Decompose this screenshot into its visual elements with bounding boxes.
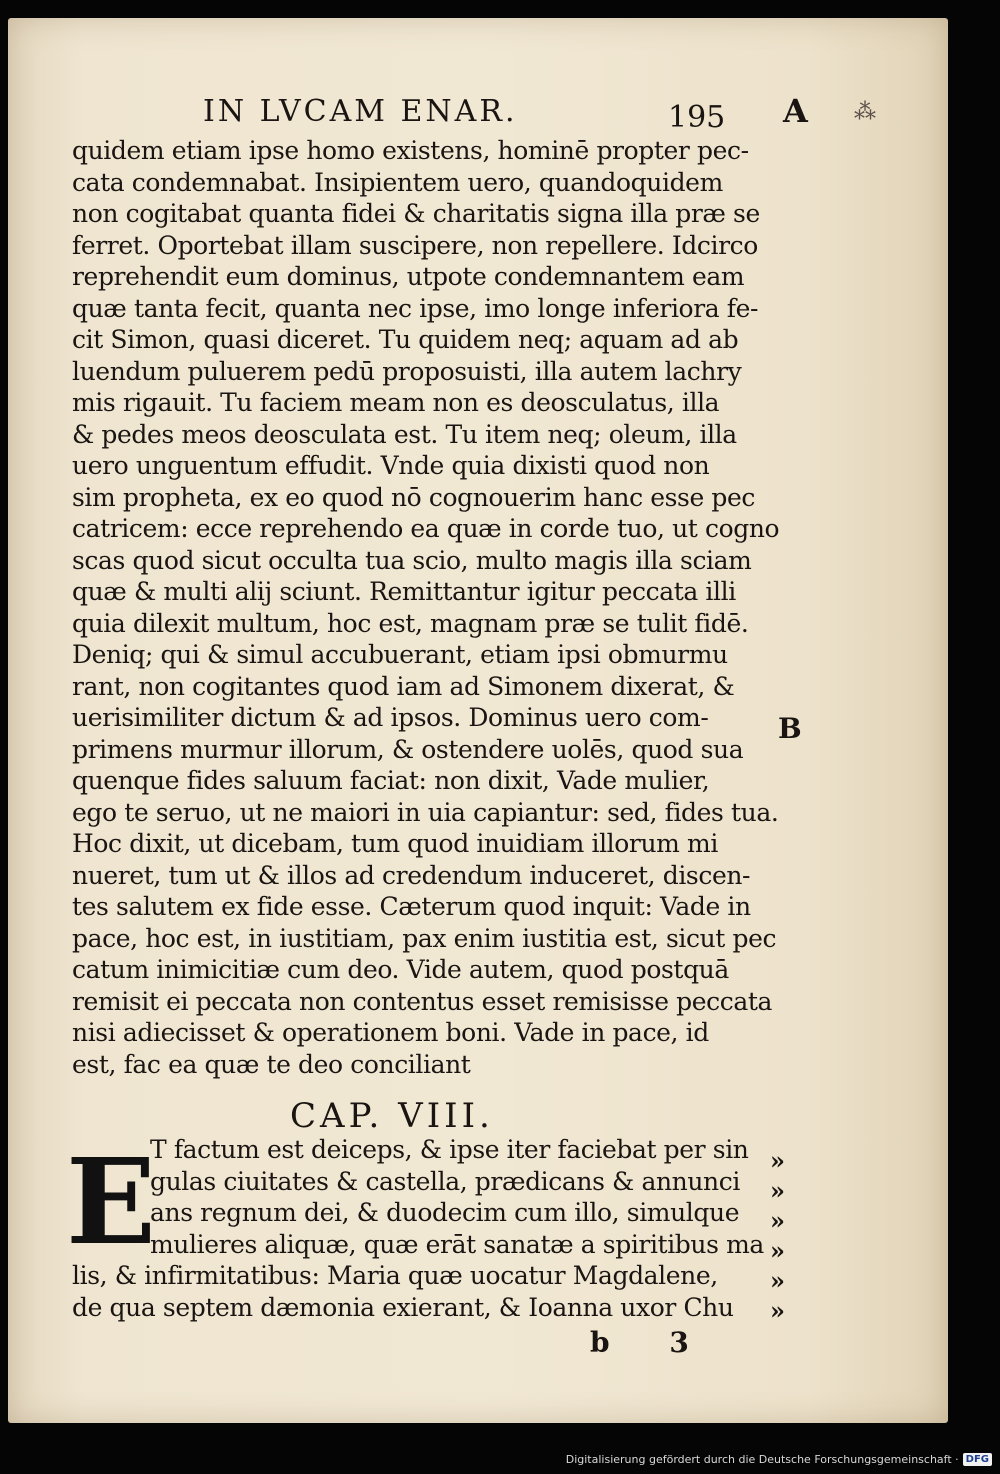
- quote-mark: »: [770, 1236, 785, 1265]
- text-line: quæ tanta fecit, quanta nec ipse, imo longe inferiora fe-: [72, 293, 759, 323]
- text-line: quidem etiam ipse homo existens, hominē propter pec-: [72, 136, 749, 165]
- chapter-text-line: mulieres aliquæ, quæ erāt sanatæ a spiritibus ma: [150, 1229, 764, 1259]
- text-line: reprehendit eum dominus, utpote condemnantem eam: [72, 262, 745, 291]
- signature-mark: b 3: [590, 1326, 689, 1359]
- text-line: & pedes meos deosculata est. Tu item neq; oleum, illa: [72, 419, 737, 449]
- chapter-text-line: T factum est deiceps, & ipse iter faciebat per sin: [150, 1135, 749, 1164]
- drop-cap-initial: E: [66, 1132, 156, 1271]
- quotation-marks: [770, 1146, 785, 1326]
- section-mark-a: A: [783, 92, 808, 130]
- corner-mark-icon: ⁂: [854, 100, 876, 125]
- text-line: remisit ei peccata non contentus esset remisisse peccata: [72, 986, 773, 1016]
- text-line: luendum puluerem pedū proposuisti, illa autem lachry: [72, 356, 742, 386]
- text-line: quia dilexit multum, hoc est, magnam præ se tulit fidē.: [72, 608, 749, 638]
- dfg-logo-icon: DFG: [963, 1453, 992, 1466]
- quote-mark: »: [770, 1266, 785, 1295]
- text-line: nueret, tum ut & illos ad credendum induceret, discen-: [72, 860, 751, 890]
- text-line: rant, non cogitantes quod iam ad Simonem dixerat, &: [72, 671, 735, 701]
- running-head: IN LVCAM ENAR.: [203, 94, 518, 129]
- text-line: cit Simon, quasi diceret. Tu quidem neq; aquam ad ab: [72, 325, 739, 354]
- footer-text: Digitalisierung gefördert durch die Deutsche Forschungsgemeinschaft ·: [565, 1452, 959, 1466]
- text-line: quæ & multi alij sciunt. Remittantur igitur peccata illi: [72, 577, 736, 606]
- chapter-text-line: ans regnum dei, & duodecim cum illo, simulque: [150, 1198, 740, 1227]
- quote-mark: »: [770, 1146, 785, 1175]
- chapter-text-line: lis, & infirmitatibus: Maria quæ uocatur Magdalene,: [72, 1261, 718, 1290]
- text-line: scas quod sicut occulta tua scio, multo magis illa sciam: [72, 545, 752, 575]
- text-line: sim propheta, ex eo quod nō cognouerim hanc esse pec: [72, 482, 756, 512]
- chapter-text-line: gulas ciuitates & castella, prædicans & annunci: [150, 1166, 740, 1196]
- page-number: 195: [668, 100, 726, 135]
- text-line: cata condemnabat. Insipientem uero, quandoquidem: [72, 167, 723, 197]
- text-line: catricem: ecce reprehendo ea quæ in corde tuo, ut cogno: [72, 514, 780, 543]
- text-line: nisi adiecisset & operationem boni. Vade in pace, id: [72, 1018, 709, 1047]
- quote-mark: »: [770, 1206, 785, 1235]
- text-line: est, fac ea quæ te deo conciliant: [72, 1049, 471, 1079]
- quote-mark: »: [770, 1176, 785, 1205]
- text-line: Hoc dixit, ut dicebam, tum quod inuidiam illorum mi: [72, 829, 718, 858]
- text-line: quenque fides saluum faciat: non dixit, Vade mulier,: [72, 766, 710, 795]
- quote-mark: »: [770, 1296, 785, 1325]
- text-line: catum inimicitiæ cum deo. Vide autem, quod postquā: [72, 955, 729, 984]
- text-line: mis rigauit. Tu faciem meam non es deosculatus, illa: [72, 388, 720, 417]
- chapter-text: [72, 1134, 772, 1323]
- chapter-text-line: de qua septem dæmonia exierant, & Ioanna uxor Chu: [72, 1292, 734, 1322]
- text-line: non cogitabat quanta fidei & charitatis signa illa præ se: [72, 199, 760, 228]
- text-line: uero unguentum effudit. Vnde quia dixisti quod non: [72, 451, 710, 480]
- section-mark-b: B: [778, 712, 802, 745]
- text-line: ego te seruo, ut ne maiori in uia capiantur: sed, fides tua.: [72, 797, 779, 827]
- text-line: Deniq; qui & simul accubuerant, etiam ipsi obmurmu: [72, 640, 728, 669]
- body-text: [72, 135, 780, 1080]
- text-line: tes salutem ex fide esse. Cæterum quod inquit: Vade in: [72, 892, 751, 921]
- text-line: primens murmur illorum, & ostendere uolēs, quod sua: [72, 734, 744, 764]
- text-line: ferret. Oportebat illam suscipere, non repellere. Idcirco: [72, 230, 758, 260]
- book-page: [8, 18, 948, 1423]
- digitization-footer: [566, 1450, 992, 1468]
- text-line: pace, hoc est, in iustitiam, pax enim iustitia est, sicut pec: [72, 923, 777, 953]
- text-line: uerisimiliter dictum & ad ipsos. Dominus uero com-: [72, 703, 709, 732]
- chapter-heading: CAP. VIII.: [290, 1096, 494, 1136]
